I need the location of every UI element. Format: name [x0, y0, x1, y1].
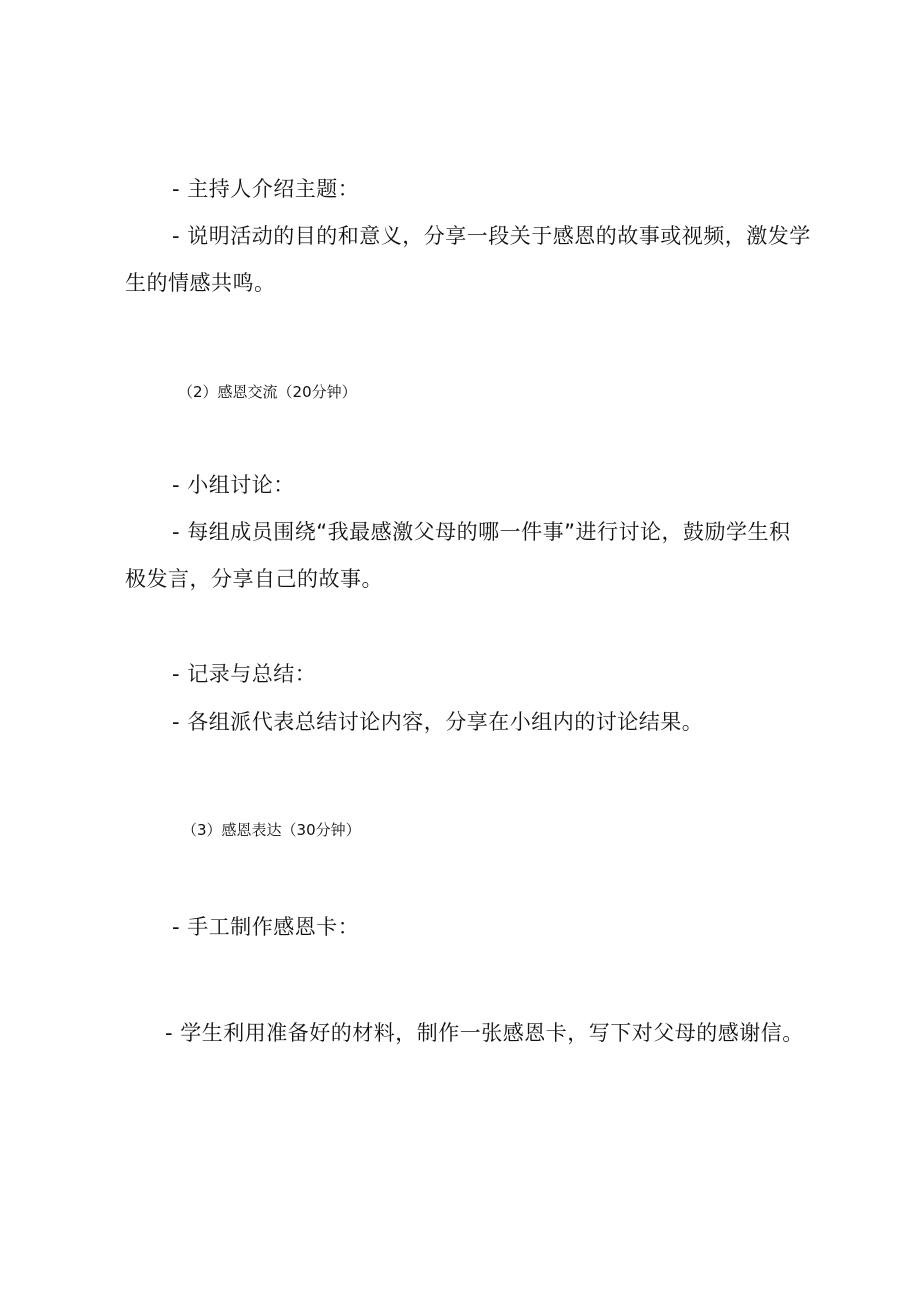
group-discussion-detail-line1: - 每组成员围绕“我最感激父母的哪一件事”进行讨论，鼓励学生积 — [172, 520, 791, 544]
host-intro-detail-line1: - 说明活动的目的和意义，分享一段关于感恩的故事或视频，激发学 — [172, 224, 811, 248]
record-summary-label: - 记录与总结： — [172, 662, 317, 686]
host-intro-detail-line2: 生的情感共鸣。 — [125, 271, 276, 295]
group-discussion-label: - 小组讨论： — [172, 473, 295, 497]
section-heading-expression: （3）感恩表达（30分钟） — [182, 821, 361, 839]
handmade-card-label: - 手工制作感恩卡： — [172, 915, 360, 939]
group-discussion-detail-line2: 极发言，分享自己的故事。 — [125, 567, 383, 591]
host-intro-label: - 主持人介绍主题： — [172, 177, 360, 201]
record-summary-detail: - 各组派代表总结讨论内容，分享在小组内的讨论结果。 — [172, 710, 704, 734]
section-heading-exchange: （2）感恩交流（20分钟） — [178, 383, 357, 401]
handmade-card-detail: - 学生利用准备好的材料，制作一张感恩卡，写下对父母的感谢信。 — [165, 1021, 804, 1045]
